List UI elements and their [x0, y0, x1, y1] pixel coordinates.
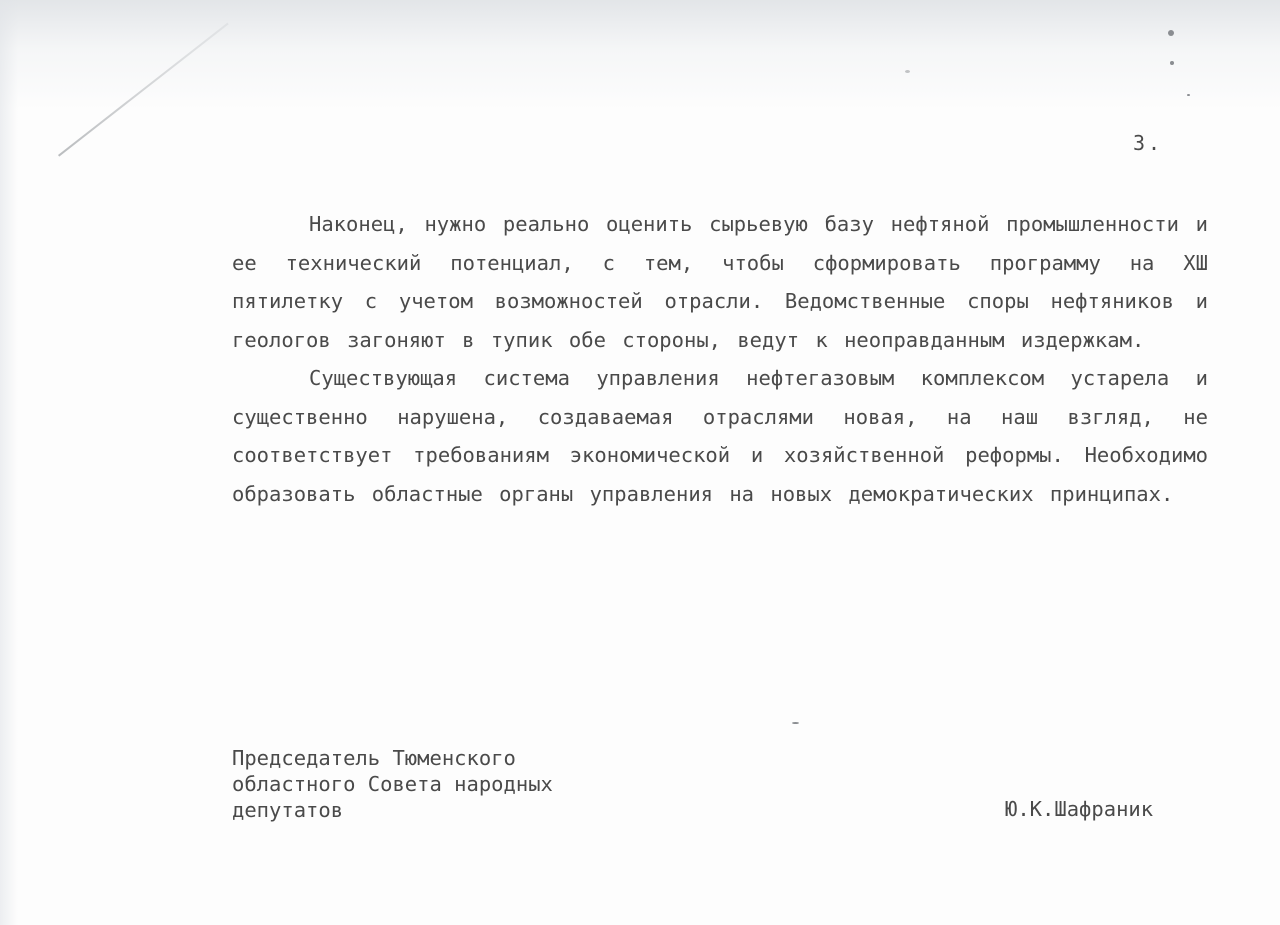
scan-speck	[905, 70, 910, 73]
signatory-title	[232, 745, 553, 823]
signatory-title-line: областного Совета народных	[232, 772, 553, 796]
body-text	[232, 205, 1208, 513]
paragraph: Существующая система управления нефтегазовым комплексом устарела и существенно нарушена, создаваемая отраслями новая, на наш взгляд, не соответствует требованиям экономической и хозяйственной реформы. Необходимо образовать областные органы управления на новых демократических принципах.	[232, 366, 1208, 506]
signatory-title-line: депутатов	[232, 798, 344, 822]
paragraph: Наконец, нужно реально оценить сырьевую базу нефтяной промышленности и ее технический потенциал, с тем, чтобы сформировать программу на ХШ пятилетку с учетом возможностей отрасли. Ведомственные споры нефтяников и геологов загоняют в тупик обе стороны, ведут к неоправданным издержкам.	[232, 212, 1208, 352]
scan-edge	[0, 0, 18, 925]
scan-shadow	[0, 0, 1280, 110]
scan-speck	[1170, 61, 1174, 65]
signatory-name: Ю.К.Шафраник	[1005, 797, 1154, 821]
scan-speck	[1168, 30, 1174, 36]
scan-speck	[792, 722, 799, 724]
scan-speck	[1187, 94, 1190, 96]
page-number: 3.	[1133, 131, 1164, 155]
signatory-title-line: Председатель Тюменского	[232, 746, 516, 770]
